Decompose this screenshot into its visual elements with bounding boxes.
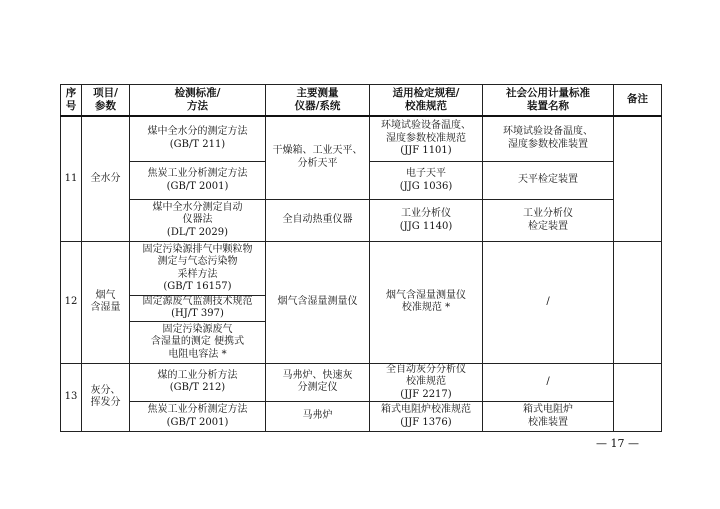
standards-table <box>60 84 662 432</box>
table-row <box>61 402 662 432</box>
seq-cell: 13 <box>61 363 82 431</box>
header-regulation: 适用检定规程/ 校准规范 <box>370 85 483 116</box>
item-cell: 全水分 <box>82 116 130 242</box>
instrument-cell: 马弗炉 <box>266 402 370 432</box>
header-standard: 检测标准/ 方法 <box>130 85 266 116</box>
remark-cell <box>614 116 662 242</box>
regulation-cell: 箱式电阻炉校准规范 (JJF 1376) <box>370 402 483 432</box>
regulation-cell: 全自动灰分分析仪 校准规范 (JJF 2217) <box>370 363 483 401</box>
standard-cell: 煤中全水分的测定方法 (GB/T 211) <box>130 116 266 162</box>
standard-cell: 固定污染源废气 含湿量的测定 便携式 电阻电容法 * <box>130 321 266 363</box>
table-row <box>61 200 662 242</box>
standard-cell: 固定污染源排气中颗粒物 测定与气态污染物 采样方法 (GB/T 16157) <box>130 242 266 296</box>
standard-cell: 固定源废气监测技术规范 (HJ/T 397) <box>130 296 266 322</box>
header-row <box>61 85 662 116</box>
regulation-cell: 环境试验设备温度、 湿度参数校准规范 (JJF 1101) <box>370 116 483 162</box>
regulation-cell: 工业分析仪 (JJG 1140) <box>370 200 483 242</box>
item-cell: 烟气 含湿量 <box>82 242 130 364</box>
instrument-cell: 全自动热重仪器 <box>266 200 370 242</box>
device-cell: / <box>483 242 614 364</box>
header-instrument: 主要测量 仪器/系统 <box>266 85 370 116</box>
device-cell: / <box>483 363 614 401</box>
regulation-cell: 电子天平 (JJG 1036) <box>370 162 483 200</box>
remark-cell <box>614 242 662 364</box>
seq-cell: 11 <box>61 116 82 242</box>
header-seq: 序 号 <box>61 85 82 116</box>
instrument-cell: 烟气含湿量测量仪 <box>266 242 370 364</box>
device-cell: 环境试验设备温度、 湿度参数校准装置 <box>483 116 614 162</box>
instrument-cell: 马弗炉、快速灰 分测定仪 <box>266 363 370 401</box>
table-row <box>61 116 662 162</box>
standard-cell: 焦炭工业分析测定方法 (GB/T 2001) <box>130 162 266 200</box>
standard-cell: 煤的工业分析方法 (GB/T 212) <box>130 363 266 401</box>
instrument-cell: 干燥箱、工业天平、 分析天平 <box>266 116 370 200</box>
seq-cell: 12 <box>61 242 82 364</box>
device-cell: 天平检定装置 <box>483 162 614 200</box>
header-device: 社会公用计量标准 装置名称 <box>483 85 614 116</box>
header-item: 项目/ 参数 <box>82 85 130 116</box>
standard-cell: 焦炭工业分析测定方法 (GB/T 2001) <box>130 402 266 432</box>
remark-cell <box>614 363 662 431</box>
device-cell: 工业分析仪 检定装置 <box>483 200 614 242</box>
table-row <box>61 242 662 296</box>
table-row <box>61 363 662 401</box>
header-remark: 备注 <box>614 85 662 116</box>
item-cell: 灰分、 挥发分 <box>82 363 130 431</box>
regulation-cell: 烟气含湿量测量仪 校准规范 * <box>370 242 483 364</box>
page-number: — 17 — <box>596 437 639 450</box>
standard-cell: 煤中全水分测定自动 仪器法 (DL/T 2029) <box>130 200 266 242</box>
device-cell: 箱式电阻炉 校准装置 <box>483 402 614 432</box>
